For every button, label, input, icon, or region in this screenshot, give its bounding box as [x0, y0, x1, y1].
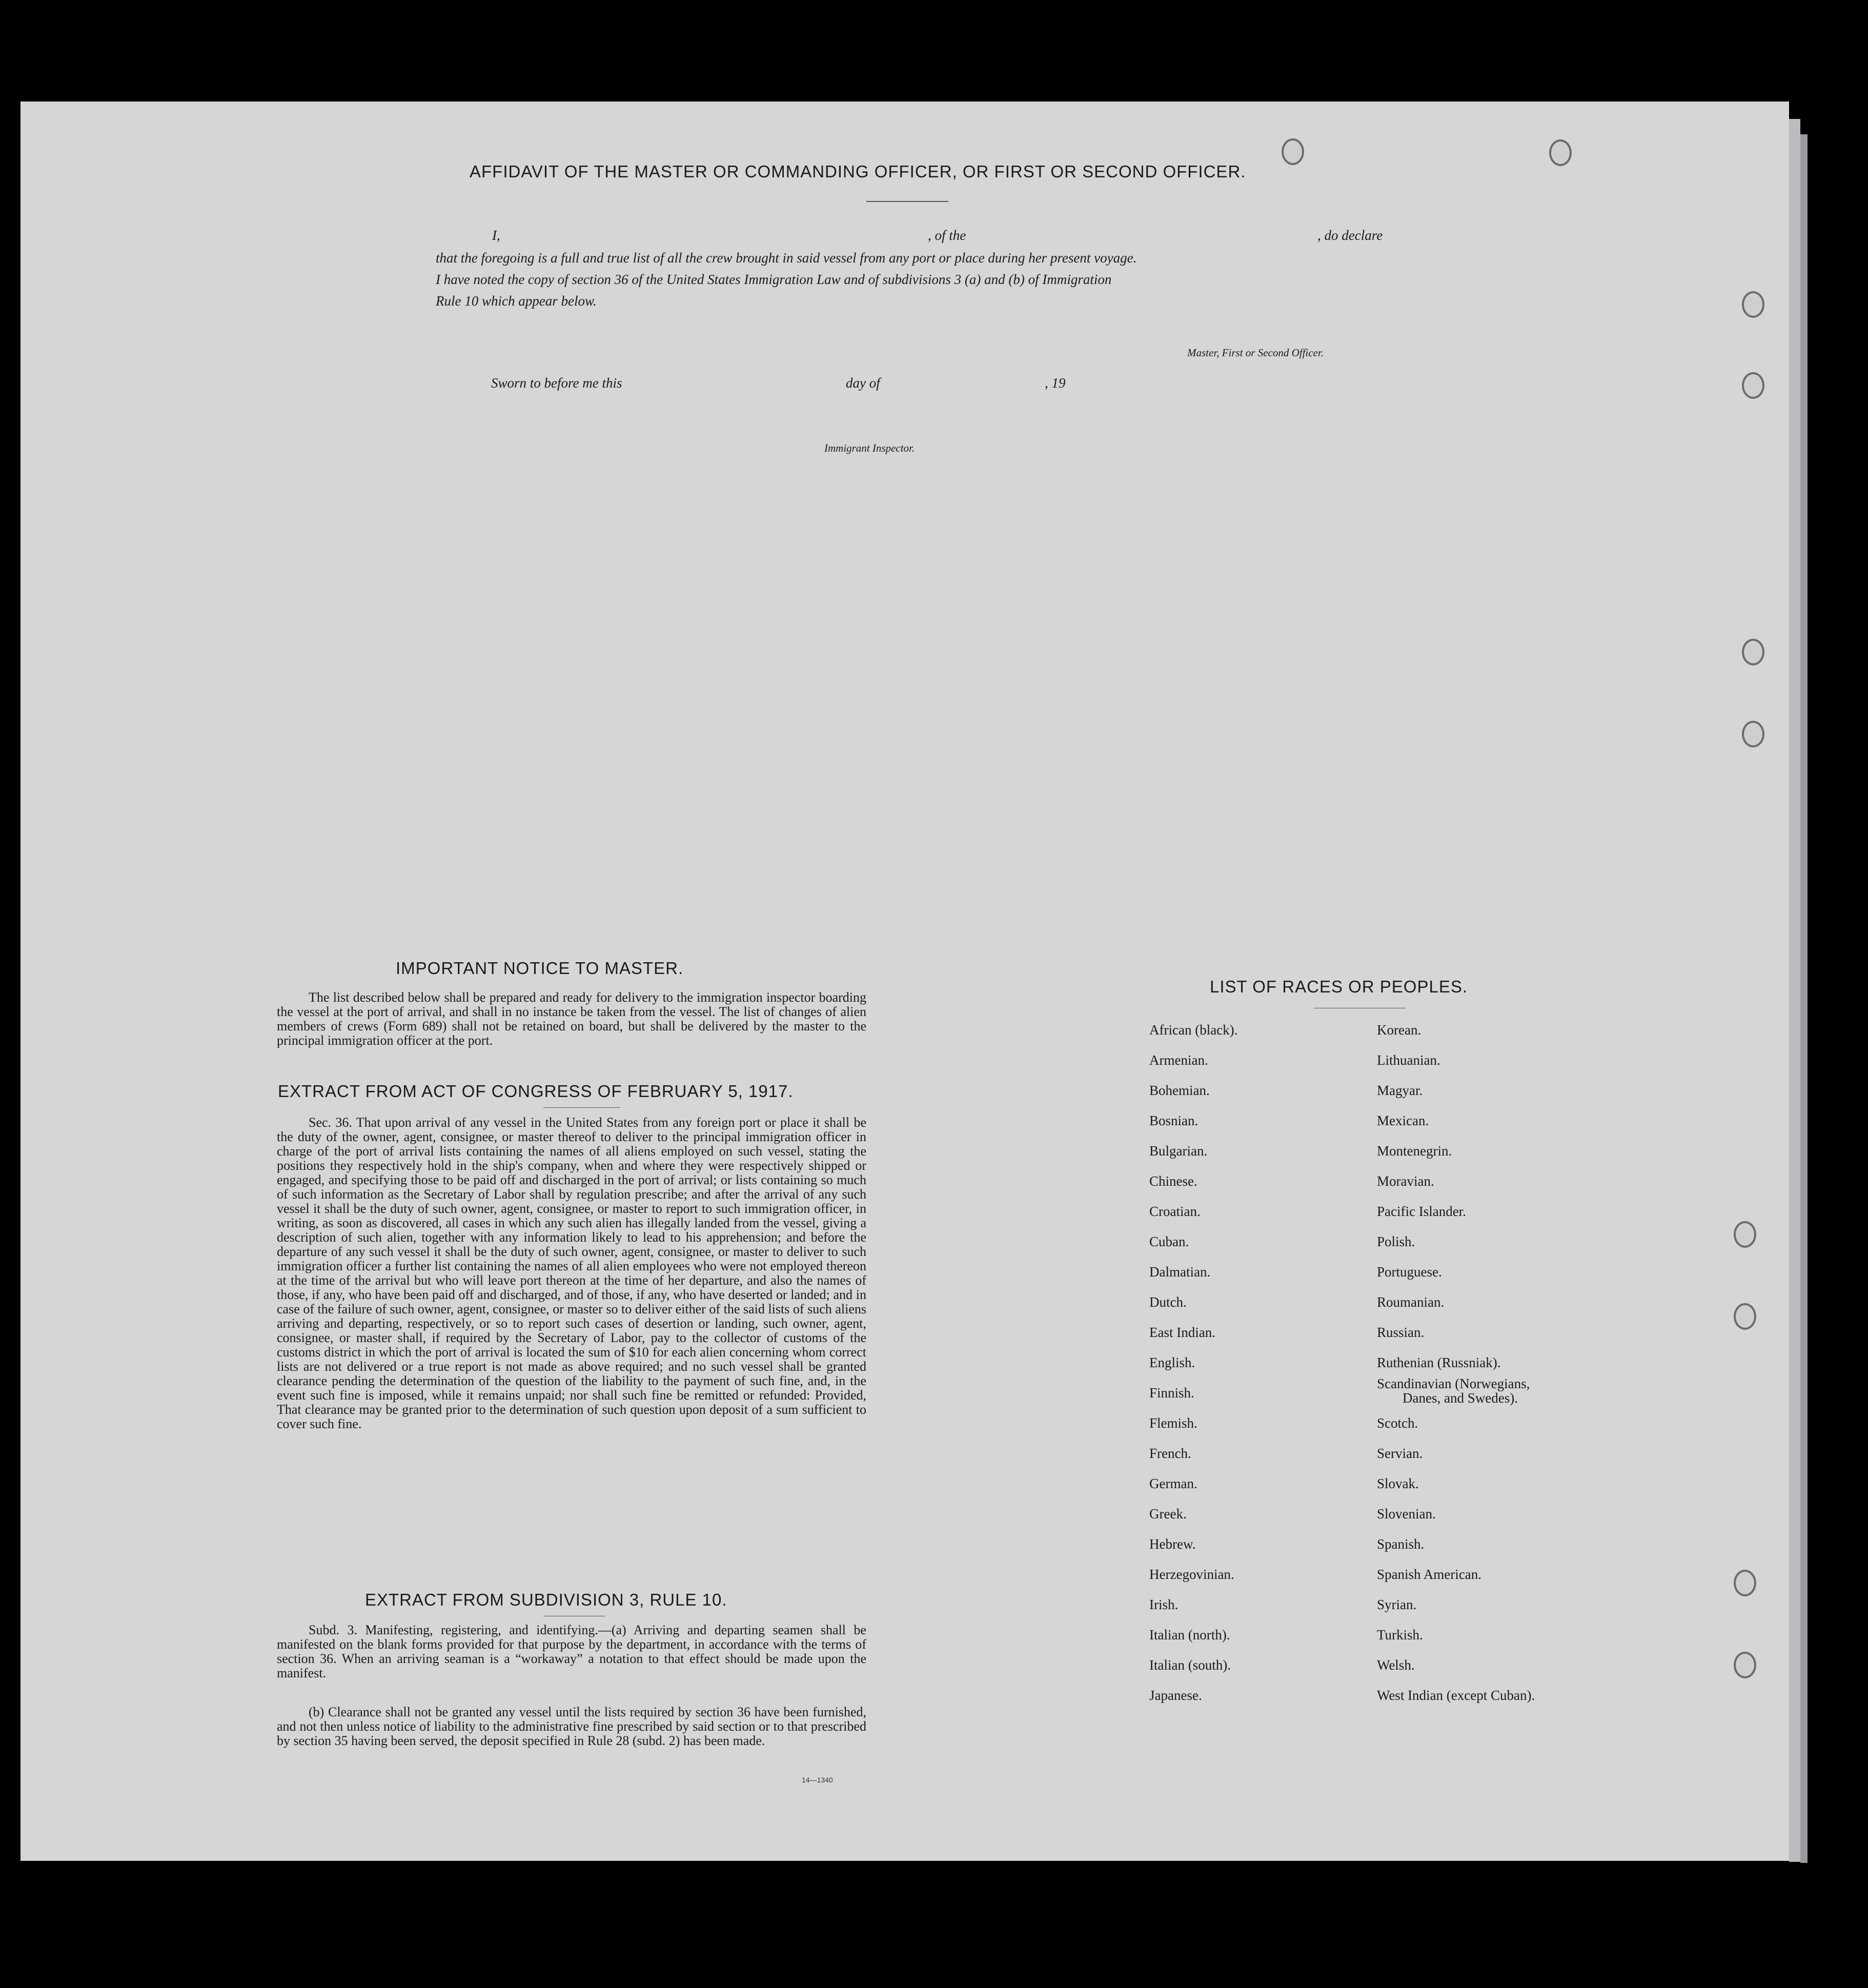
race-item: East Indian. [1149, 1325, 1215, 1340]
race-item: Ruthenian (Russniak). [1377, 1355, 1501, 1370]
title-underline [866, 201, 948, 202]
race-item: Moravian. [1377, 1173, 1434, 1189]
race-item: Roumanian. [1377, 1294, 1445, 1310]
punch-hole [1742, 721, 1764, 747]
affidavit-declare: , do declare [1317, 228, 1383, 243]
race-item: Armenian. [1149, 1052, 1208, 1068]
race-item: Spanish American. [1377, 1567, 1481, 1582]
race-item: Servian. [1377, 1446, 1423, 1461]
race-item: Welsh. [1377, 1657, 1415, 1673]
punch-hole [1742, 372, 1764, 399]
race-item: Syrian. [1377, 1597, 1417, 1612]
race-item: Irish. [1149, 1597, 1179, 1612]
race-item: Pacific Islander. [1377, 1204, 1466, 1219]
race-item: Japanese. [1149, 1688, 1202, 1703]
document-page [21, 102, 1789, 1861]
race-item: Cuban. [1149, 1234, 1189, 1249]
form-number: 14—1340 [802, 1776, 833, 1784]
affidavit-i: I, [492, 228, 500, 243]
inspector-signature-label: Immigrant Inspector. [824, 442, 915, 454]
act-text: Sec. 36. That upon arrival of any vessel in the United States from any foreign port or place it shall be the duty of the owner, agent, consignee, or master thereof to deliver to the principal immigration officer in charge of the port of arrival lists containing the names of all aliens employed on such vessel, stating the positions they respectively hold in the ship's company, when and where they were respectively shipped or engaged, and specifying those to be paid off and discharged in the port of arrival; or lists containing so much of such information as the Secretary of Labor shall by regulation prescribe; and after the arrival of any such vessel it shall be the duty of such owner, agent, consignee, or master to report to such immigration officer, in writing, as soon as discovered, all cases in which any such alien has illegally landed from the vessel, giving a description of such alien, together with any information likely to lead to his apprehension; and before the departure of any such vessel it shall be the duty of such owner, agent, consignee, or master to deliver to such immigration officer a further list containing the names of all alien employees who were not employed thereon at the time of the arrival but who will leave port thereon at the time of her departure, and also the names of those, if any, who have been paid off and discharged, and of those, if any, who have deserted or landed; and in case of the failure of such owner, agent, consignee, or master so to deliver either of the said lists of such aliens arriving and departing, respectively, or so to report such cases of desertion or landing, such owner, agent, consignee, or master shall, if required by the Secretary of Labor, pay to the collector of customs of the customs district in which the port of arrival is located the sum of $10 for each alien concerning whom correct lists are not delivered or a true report is not made as above required; and no such vessel shall be granted clearance pending the determination of the question of the liability to the payment of such fine, and, in the event such fine is imposed, while it remains unpaid; nor shall such fine be remitted or refunded: Provided, That clearance may be granted prior to the determination of such question upon deposit of a sum sufficient to cover such fine. [277, 1115, 866, 1431]
race-item: Dutch. [1149, 1294, 1187, 1310]
rule-text-b: (b) Clearance shall not be granted any vessel until the lists required by section 36 have been furnished, and not then unless notice of liability to the administrative fine prescribed by said section or to that prescribed by section 35 having been served, the deposit specified in Rule 28 (subd. 2) has been made. [277, 1705, 866, 1748]
race-item: Greek. [1149, 1506, 1187, 1522]
race-item: Bulgarian. [1149, 1143, 1208, 1159]
affidavit-line-3: I have noted the copy of section 36 of the United States Immigration Law and of subdivisions 3 (a) and (b) of Immigration [436, 272, 1112, 287]
races-title: LIST OF RACES OR PEOPLES. [1210, 977, 1468, 996]
race-item: Mexican. [1377, 1113, 1429, 1128]
race-item: Chinese. [1149, 1173, 1197, 1189]
race-item: Russian. [1377, 1325, 1425, 1340]
race-item: West Indian (except Cuban). [1377, 1688, 1535, 1703]
race-item: Italian (south). [1149, 1657, 1231, 1673]
race-item: Lithuanian. [1377, 1052, 1440, 1068]
race-item: Montenegrin. [1377, 1143, 1452, 1159]
race-item: Finnish. [1149, 1385, 1194, 1401]
master-signature-label: Master, First or Second Officer. [1187, 347, 1324, 359]
race-item: Korean. [1377, 1022, 1422, 1038]
affidavit-line-4: Rule 10 which appear below. [436, 293, 597, 309]
race-item: French. [1149, 1446, 1191, 1461]
race-item: Hebrew. [1149, 1536, 1196, 1552]
notice-title: IMPORTANT NOTICE TO MASTER. [396, 959, 684, 978]
punch-hole [1734, 1303, 1756, 1330]
race-item: Slovak. [1377, 1476, 1419, 1491]
day-of-label: day of [846, 375, 880, 391]
sworn-label: Sworn to before me this [491, 375, 622, 391]
race-item: Flemish. [1149, 1415, 1197, 1431]
affidavit-of-the: , of the [928, 228, 966, 243]
page-edge-shadow [1800, 134, 1808, 1863]
race-item: Croatian. [1149, 1204, 1201, 1219]
race-item: Scandinavian (Norwegians, [1377, 1376, 1530, 1391]
race-item: Magyar. [1377, 1083, 1423, 1098]
race-item: Spanish. [1377, 1536, 1425, 1552]
race-item: Scotch. [1377, 1415, 1418, 1431]
punch-hole [1742, 291, 1764, 318]
race-item: English. [1149, 1355, 1195, 1370]
punch-hole [1734, 1570, 1756, 1596]
year-label: , 19 [1045, 375, 1066, 391]
punch-hole [1549, 139, 1572, 166]
race-item: Bosnian. [1149, 1113, 1199, 1128]
punch-hole [1734, 1221, 1756, 1248]
rule-title: EXTRACT FROM SUBDIVISION 3, RULE 10. [365, 1590, 727, 1609]
race-item: Portuguese. [1377, 1264, 1442, 1280]
punch-hole [1742, 639, 1764, 665]
notice-text: The list described below shall be prepared and ready for delivery to the immigration inspector boarding the vessel at the port of arrival, and shall in no instance be taken from the vessel. The list of changes of alien members of crews (Form 689) shall not be retained on board, but shall be delivered by the master to the principal immigration officer at the port. [277, 990, 866, 1048]
page-edge [1789, 119, 1800, 1862]
act-underline [543, 1107, 620, 1108]
race-item: Danes, and Swedes). [1403, 1390, 1518, 1406]
race-item: Polish. [1377, 1234, 1415, 1249]
act-title: EXTRACT FROM ACT OF CONGRESS OF FEBRUARY 5, 1917. [278, 1082, 794, 1101]
race-item: African (black). [1149, 1022, 1238, 1038]
affidavit-title: AFFIDAVIT OF THE MASTER OR COMMANDING OFFICER, OR FIRST OR SECOND OFFICER. [470, 162, 1246, 181]
race-item: Herzegovinian. [1149, 1567, 1234, 1582]
race-item: Slovenian. [1377, 1506, 1436, 1522]
race-item: Italian (north). [1149, 1627, 1230, 1642]
race-item: Bohemian. [1149, 1083, 1210, 1098]
punch-hole [1734, 1652, 1756, 1678]
rule-text-a: Subd. 3. Manifesting, registering, and identifying.—(a) Arriving and departing seamen shall be manifested on the blank forms provided for that purpose by the department, in accordance with the terms of section 36. When an arriving seaman is a “workaway” a notation to that effect should be made upon the manifest. [277, 1622, 866, 1680]
race-item: Turkish. [1377, 1627, 1423, 1642]
race-item: Dalmatian. [1149, 1264, 1211, 1280]
punch-hole [1282, 138, 1304, 165]
affidavit-line-2: that the foregoing is a full and true list of all the crew brought in said vessel from any port or place during her present voyage. [436, 250, 1137, 266]
race-item: German. [1149, 1476, 1197, 1491]
